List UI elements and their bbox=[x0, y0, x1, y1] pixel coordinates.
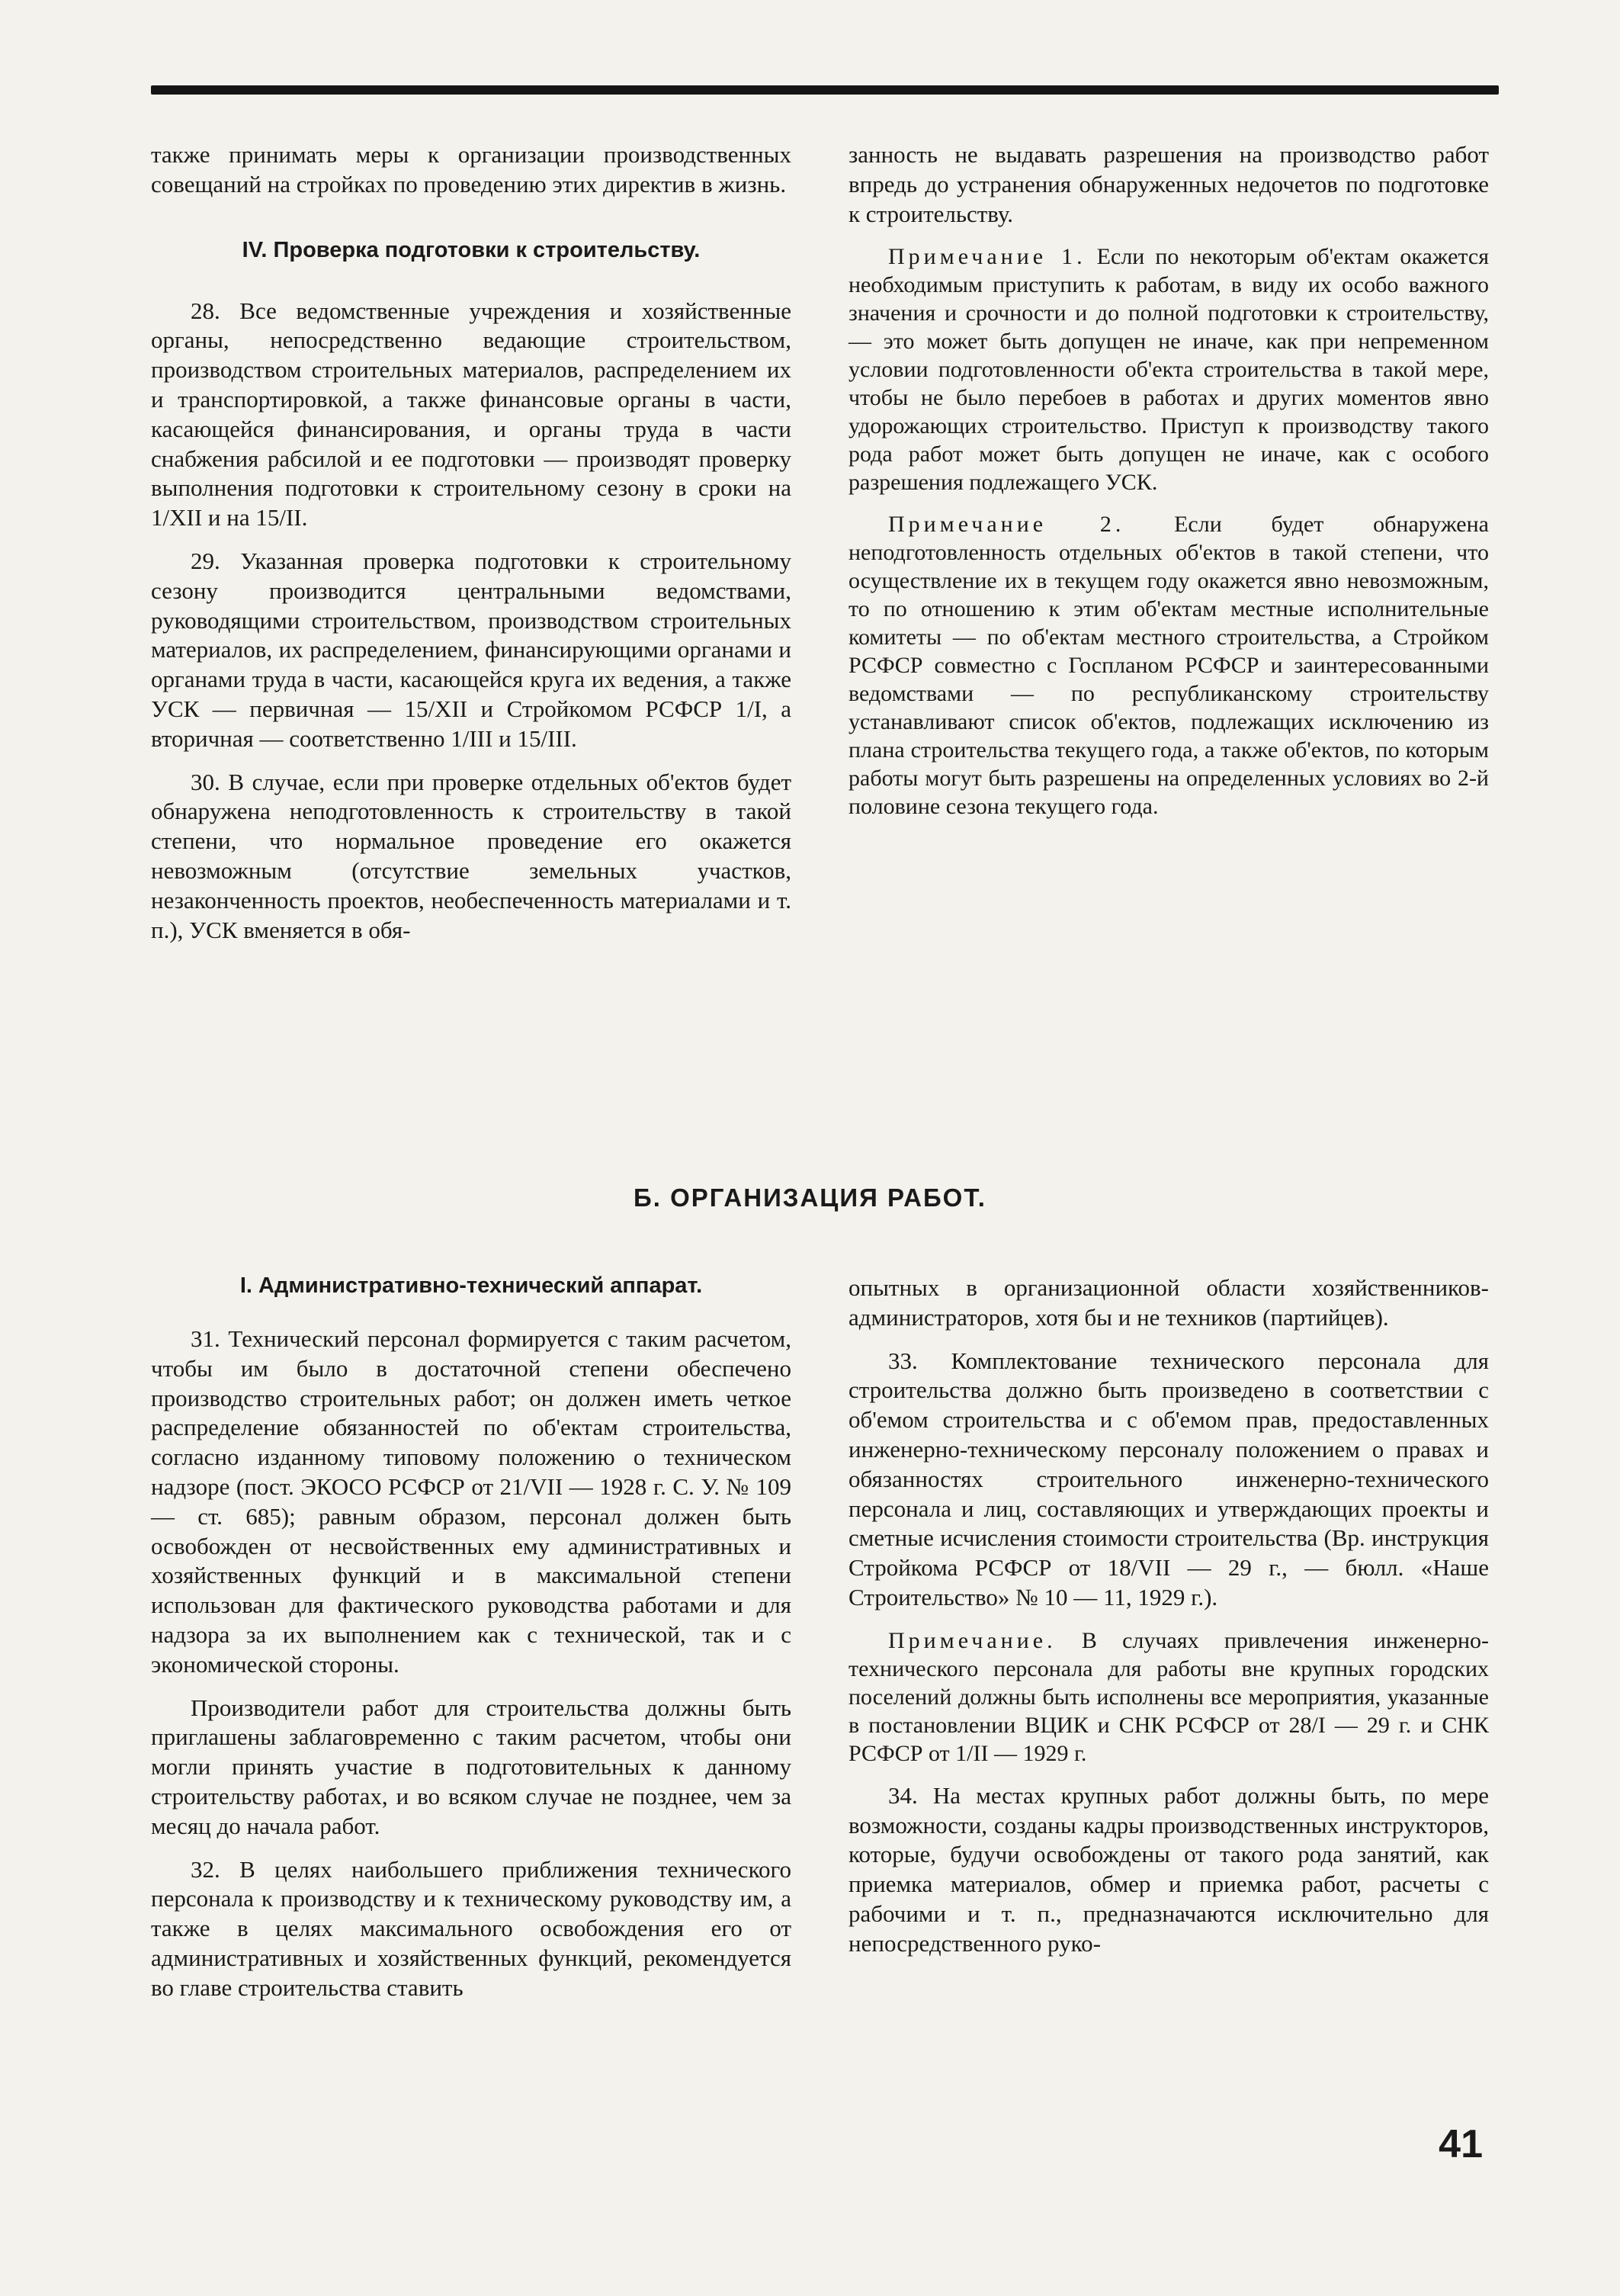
paragraph-30-start: 30. В случае, если при проверке отдельных об'ектов будет обнаружена неподготовленность к строительству в такой степени, что нормальное проведение его окажется невозможным (отсутствие земельных участков, незаконченность проектов, необеспеченность материалами и т. п.), УСК вменяется в обя- bbox=[151, 768, 791, 943]
paragraph-32-start: 32. В целях наибольшего приближения технического персонала к производству и к техническому руководству им, а также в целях максимального освобождения его от административных и хозяйственных функций, рекомендуется во главе строительства ставить bbox=[151, 1855, 791, 2001]
paragraph-34-start: 34. На местах крупных работ должны быть, по мере возможности, созданы кадры производственных инструкторов, которые, будучи освобождены от такого рода занятий, как приемка материалов, обмер и приемка работ, расчеты с рабочими и т. п., предназначаются исключительно для непосредственного руко- bbox=[848, 1781, 1489, 1957]
top-left-column bbox=[151, 140, 791, 959]
top-rule bbox=[151, 85, 1499, 95]
section-iv-heading: IV. Проверка подготовки к строительству. bbox=[242, 237, 701, 262]
note-2 bbox=[848, 510, 1489, 820]
paragraph-31: 31. Технический персонал формируется с таким расчетом, чтобы им было в достаточной степени обеспечено производство строительных работ; он должен иметь четкое распределение обязанностей по об'ектам строительства, согласно изданному типовому положению о техническом надзоре (пост. ЭКОСО РСФСР от 21/VII — 1928 г. С. У. № 109 — ст. 685); равным образом, персонал должен быть освобожден от несвойственных ему административных и хозяйственных функций и в максимальной степени использован для фактического руководства работами и для надзора за их выполнением как с технической, так и с экономической стороны. bbox=[151, 1325, 791, 1678]
intro-continuation: также принимать меры к организации производственных совещаний на стройках по проведению этих директив в жизнь. bbox=[151, 141, 791, 197]
paragraph-28: 28. Все ведомственные учреждения и хозяйственные органы, непосредственно ведающие строительством, производством строительных материалов, распределением их и транспортировкой, а также финансовые органы в части, касающейся финансирования, и органы труда в части снабжения рабсилой и ее подготовки — производят проверку выполнения подготовки к строительному сезону в сроки на 1/XII и на 15/II. bbox=[151, 297, 791, 531]
note-2-label: Примечание 2. bbox=[888, 512, 1125, 538]
note-1-label: Примечание 1. bbox=[888, 244, 1086, 270]
paragraph-33: 33. Комплектование технического персонала для строительства должно быть произведено в соответствии с об'емом строительства и с об'емом прав, предоставленных инженерно-техническому персоналу положением о правах и обязанностях строительного инженерно-технического персонала и лиц, составляющих и утверждающих проекты и сметные исчисления стоимости строительства (Вр. инструкция Стройкома РСФСР от 18/VII — 29 г., — бюлл. «Наше Строительство» № 10 — 11, 1929 г.). bbox=[848, 1347, 1489, 1610]
paragraph-32-end: опытных в организационной области хозяйственников-администраторов, хотя бы и не техников (партийцев). bbox=[848, 1274, 1489, 1331]
note-1-text: Если по некоторым об'ектам окажется необходимым приступить к работам, в виду их особо важного значения и срочности и до полной подготовки к строительству, — это может быть допущен не иначе, как при непременном условии подготовленности об'екта строительства в такой мере, чтобы не было перебоев в работах и других моментов явно удорожающих строительство. Приступ к производству такого рода работ может быть допущен не иначе, как с особого разрешения подлежащего УСК. bbox=[848, 244, 1490, 496]
note-section-b bbox=[848, 1626, 1489, 1768]
bottom-left-column bbox=[151, 1273, 791, 2017]
section-b-title: Б. ОРГАНИЗАЦИЯ РАБОТ. bbox=[634, 1183, 986, 1212]
section-i-heading: I. Административно-технический аппарат. bbox=[239, 1273, 703, 1298]
top-right-column bbox=[848, 140, 1489, 834]
note-section-b-text: В случаях привлечения инженерно-технического персонала для работы вне крупных городских поселений должны быть исполнены все мероприятия, указанные в постановлении ВЦИК и СНК РСФСР от 28/I — 29 г. и СНК РСФСР от 1/II — 1929 г. bbox=[848, 1627, 1489, 1766]
paragraph-29: 29. Указанная проверка подготовки к строительному сезону производится центральными ведомствами, руководящими строительством, производством строительных материалов, их распределением, финансирующими органами и органами труда в части, касающейся круга их ведения, а также УСК — первичная — 15/XII и Стройкомом РСФСР 1/I, а вторичная — соответственно 1/III и 15/III. bbox=[151, 547, 791, 752]
note-2-text: Если будет обнаружена неподготовленность отдельных об'ектов в такой степени, что осуществление их в текущем году окажется явно невозможным, то по отношению к этим об'ектам местные исполнительные комитеты — по об'ектам местного строительства, а Стройком РСФСР совместно с Госпланом РСФСР и заинтересованными ведомствами — по республиканскому строительству устанавливают список об'ектов, подлежащих исключению из плана строительства текущего года, а также об'ектов, по которым работы могут быть разрешены на определенных условиях во 2-й половине сезона текущего года. bbox=[848, 512, 1489, 820]
paragraph-31-b: Производители работ для строительства должны быть приглашены заблаговременно с таким расчетом, чтобы они могли принять участие в подготовительных к данному строительству работах, и во всяком случае не позднее, чем за месяц до начала работ. bbox=[151, 1694, 791, 1839]
note-section-b-label: Примечание. bbox=[888, 1627, 1057, 1653]
bottom-right-column bbox=[848, 1273, 1489, 1973]
page-number: 41 bbox=[1439, 2122, 1483, 2166]
paragraph-30-end: занность не выдавать разрешения на производство работ впредь до устранения обнаруженных недочетов по подготовке к строительству. bbox=[848, 141, 1489, 227]
note-1 bbox=[848, 242, 1489, 496]
